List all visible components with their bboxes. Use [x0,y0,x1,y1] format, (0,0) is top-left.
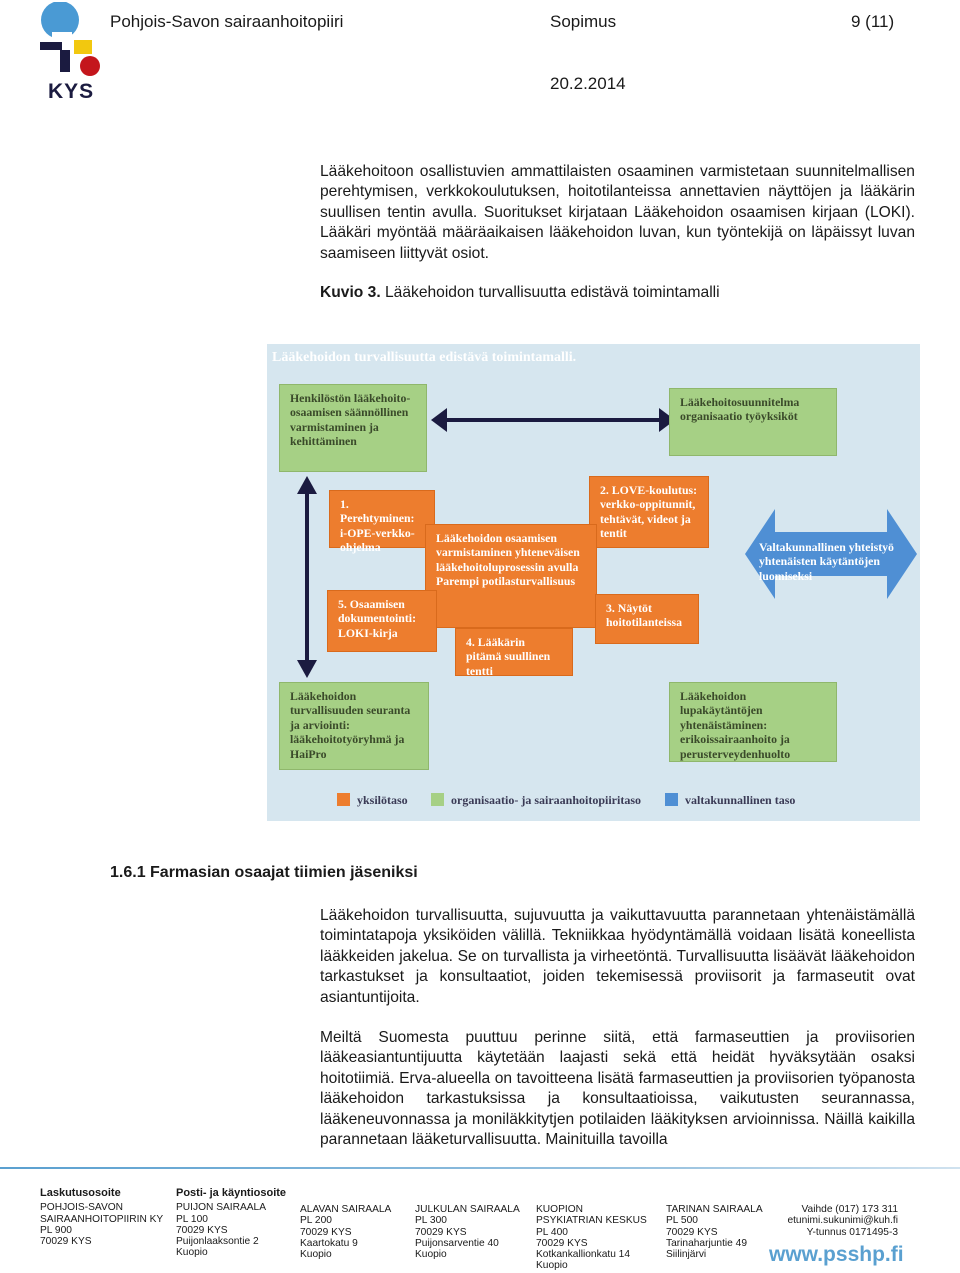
footer-line: etunimi.sukunimi@kuh.fi [787,1215,898,1227]
box-staff-competence: Henkilöstön lääkehoito-osaamisen säännöllinen varmistaminen ja kehittäminen [279,384,427,472]
box-safety-monitoring: Lääkehoidon turvallisuuden seuranta ja arviointi: lääkehoitotyöryhmä ja HaiPro [279,682,429,770]
footer-line: JULKULAN SAIRAALA [415,1204,520,1215]
paragraph-3: Meiltä Suomesta puuttuu perinne siitä, että farmaseuttien ja proviisorien lääkeasiantuntijuutta käytetään laajasti sekä että heidät hyväksytään osaksi hoitotiimiä. Erva-alueella on tavoitteena lisätä farmaseuttien ja proviisorien työpanosta lääkehoidon tarkastuksissa ja konsultaatioissa, vaikutusten seurannassa, lääkeneuvonnassa ja moniläkkitytjen potilaiden lääkityksen arvioinnissa. Näillä kaikilla parannetaan lääketurvallisuutta. Mainituilla tavoilla [320,1029,915,1149]
footer-billing [40,1188,163,1247]
footer-line: ALAVAN SAIRAALA [300,1204,392,1215]
footer-line: Kuopio [176,1247,208,1259]
box-license-harmonization: Lääkehoidon lupakäytäntöjen yhtenäistäminen: erikoissairaanhoito ja perusterveydenhuolto [669,682,837,762]
billing-heading: Laskutusosoite [40,1187,121,1199]
footer-line: 70029 KYS [666,1226,718,1238]
legend-swatch-individual [337,793,350,806]
footer-line: Kuopio [415,1249,447,1261]
legend-national: valtakunnallinen taso [685,793,796,807]
left-arrow-shaft [305,491,309,663]
paragraph-2: Lääkehoidon turvallisuutta, sujuvuutta ja vaikuttavuutta parannetaan yhtenäistämällä toimintatapoja yksiköiden välillä. Tekniikkaa hyödyntämällä voidaan lisätä koneellista lääkkeiden jakelua. Se on turvallista ja virheetöntä. Turvallisuutta lisäävät lääkehoidon tarkastukset ja konsultaatiot, joiden tekemisessä proviisorit ja farmaseutit ovat asiantuntijoita. [320,907,915,1006]
legend-individual: yksilötaso [357,793,408,807]
left-arrow-head-up [297,476,317,494]
footer-line: PL 900 [40,1224,72,1236]
box-step3-demonstrations: 3. Näytöt hoitotilanteissa [595,594,699,644]
footer-line: TARINAN SAIRAALA [666,1204,763,1215]
footer-kuopion [536,1204,647,1272]
figure-caption [320,284,720,302]
kys-logo [38,2,104,104]
footer-line: Vaihde (017) 173 311 [801,1204,898,1215]
footer-line: PL 300 [415,1215,447,1227]
legend-swatch-national [665,793,678,806]
doc-date: 20.2.2014 [550,74,626,93]
doc-type: Sopimus [550,12,617,31]
caption-label: Kuvio 3. [320,284,381,301]
footer-line: PL 400 [536,1226,568,1238]
top-arrow-head-left [431,408,447,432]
footer-line: Kotkankallionkatu 14 [536,1249,631,1261]
box-center-process: Lääkehoidon osaamisen varmistaminen yhteneväisen lääkehoitoluprosessin avulla Parempi potilasturvallisuus [425,524,597,628]
model-diagram [267,344,920,821]
legend-organisation: organisaatio- ja sairaanhoitopiiritaso [451,793,642,807]
footer-line: 70029 KYS [536,1237,588,1249]
footer-line: Puijonlaaksontie 2 [176,1236,259,1248]
footer-line: Kaartokatu 9 [300,1237,358,1249]
footer-line: Siilinjärvi [666,1249,707,1261]
address-heading: Posti- ja käyntiosoite [176,1187,287,1199]
national-cooperation-label: Valtakunnallinen yhteistyö yhtenäisten käytäntöjen luomiseksi [759,540,894,583]
box-step5-documentation: 5. Osaamisen dokumentointi: LOKI-kirja [327,590,437,652]
footer-julkula [415,1204,520,1260]
left-arrow-head-down [297,660,317,678]
caption-text: Lääkehoidon turvallisuutta edistävä toimintamalli [385,284,720,301]
box-step1-orientation: 1. Perehtyminen: i-OPE-verkko-ohjelma [329,490,435,548]
diagram-title: Lääkehoidon turvallisuutta edistävä toimintamalli. [272,350,577,365]
footer-line: Y-tunnus 0171495-3 [806,1226,898,1238]
footer-line: PL 100 [176,1213,208,1225]
intro-paragraph: Lääkehoitoon osallistuvien ammattilaisten osaaminen varmistetaan suunnitelmallisen perehtymisen, verkkokoulutuksen, hoitotilanteissa annettavien näyttöjen ja lääkärin suullisen tentin avulla. Suoritukset kirjataan Lääkehoidon osaamisen kirjaan (LOKI). Lääkäri myöntää määräaikaisen lääkehoidon luvan, kun työntekijä on läpäissyt luvan saamiseen liittyvät osiot. [320,163,915,262]
footer-line: Kuopio [536,1260,568,1272]
box-step2-love-training: 2. LOVE-koulutus: verkko-oppitunnit, tehtävät, videot ja tentit [589,476,709,548]
logo-text: KYS [48,80,95,103]
section-heading: 1.6.1 Farmasian osaajat tiimien jäseniksi [110,864,418,881]
box-step4-oral-exam: 4. Lääkärin pitämä suullinen tentti [455,628,573,676]
footer-line: POHJOIS-SAVON [40,1202,124,1214]
footer-line: Kuopio [300,1249,332,1261]
footer-line: PL 500 [666,1215,698,1227]
footer-line: Tarinaharjuntie 49 [666,1237,747,1249]
footer-line: Puijonsarventie 40 [415,1237,499,1249]
legend-swatch-organisation [431,793,444,806]
footer-line: 70029 KYS [176,1224,228,1236]
footer-alava [300,1204,391,1260]
footer-contact [780,1204,898,1238]
footer-line: 70029 KYS [415,1226,467,1238]
page-number: 9 (11) [851,12,895,31]
footer-line: 70029 KYS [40,1236,92,1248]
website-link[interactable]: www.psshp.fi [769,1243,904,1266]
top-arrow-shaft [447,418,659,422]
footer-line: PSYKIATRIAN KESKUS [536,1215,647,1227]
footer-divider [0,1167,960,1169]
footer-tarina [666,1204,763,1260]
footer-line: 70029 KYS [300,1226,352,1238]
footer-line: KUOPION [536,1204,583,1215]
box-medication-plan: Lääkehoitosuunnitelma organisaatio työyksiköt [669,388,837,456]
footer-line: SAIRAANHOITOPIIRIN KY [40,1213,164,1225]
footer-line: PL 200 [300,1215,332,1227]
footer-line: PUIJON SAIRAALA [176,1202,267,1214]
logo-icon [38,2,104,82]
footer-puijo [176,1188,286,1259]
org-name: Pohjois-Savon sairaanhoitopiiri [110,12,344,31]
